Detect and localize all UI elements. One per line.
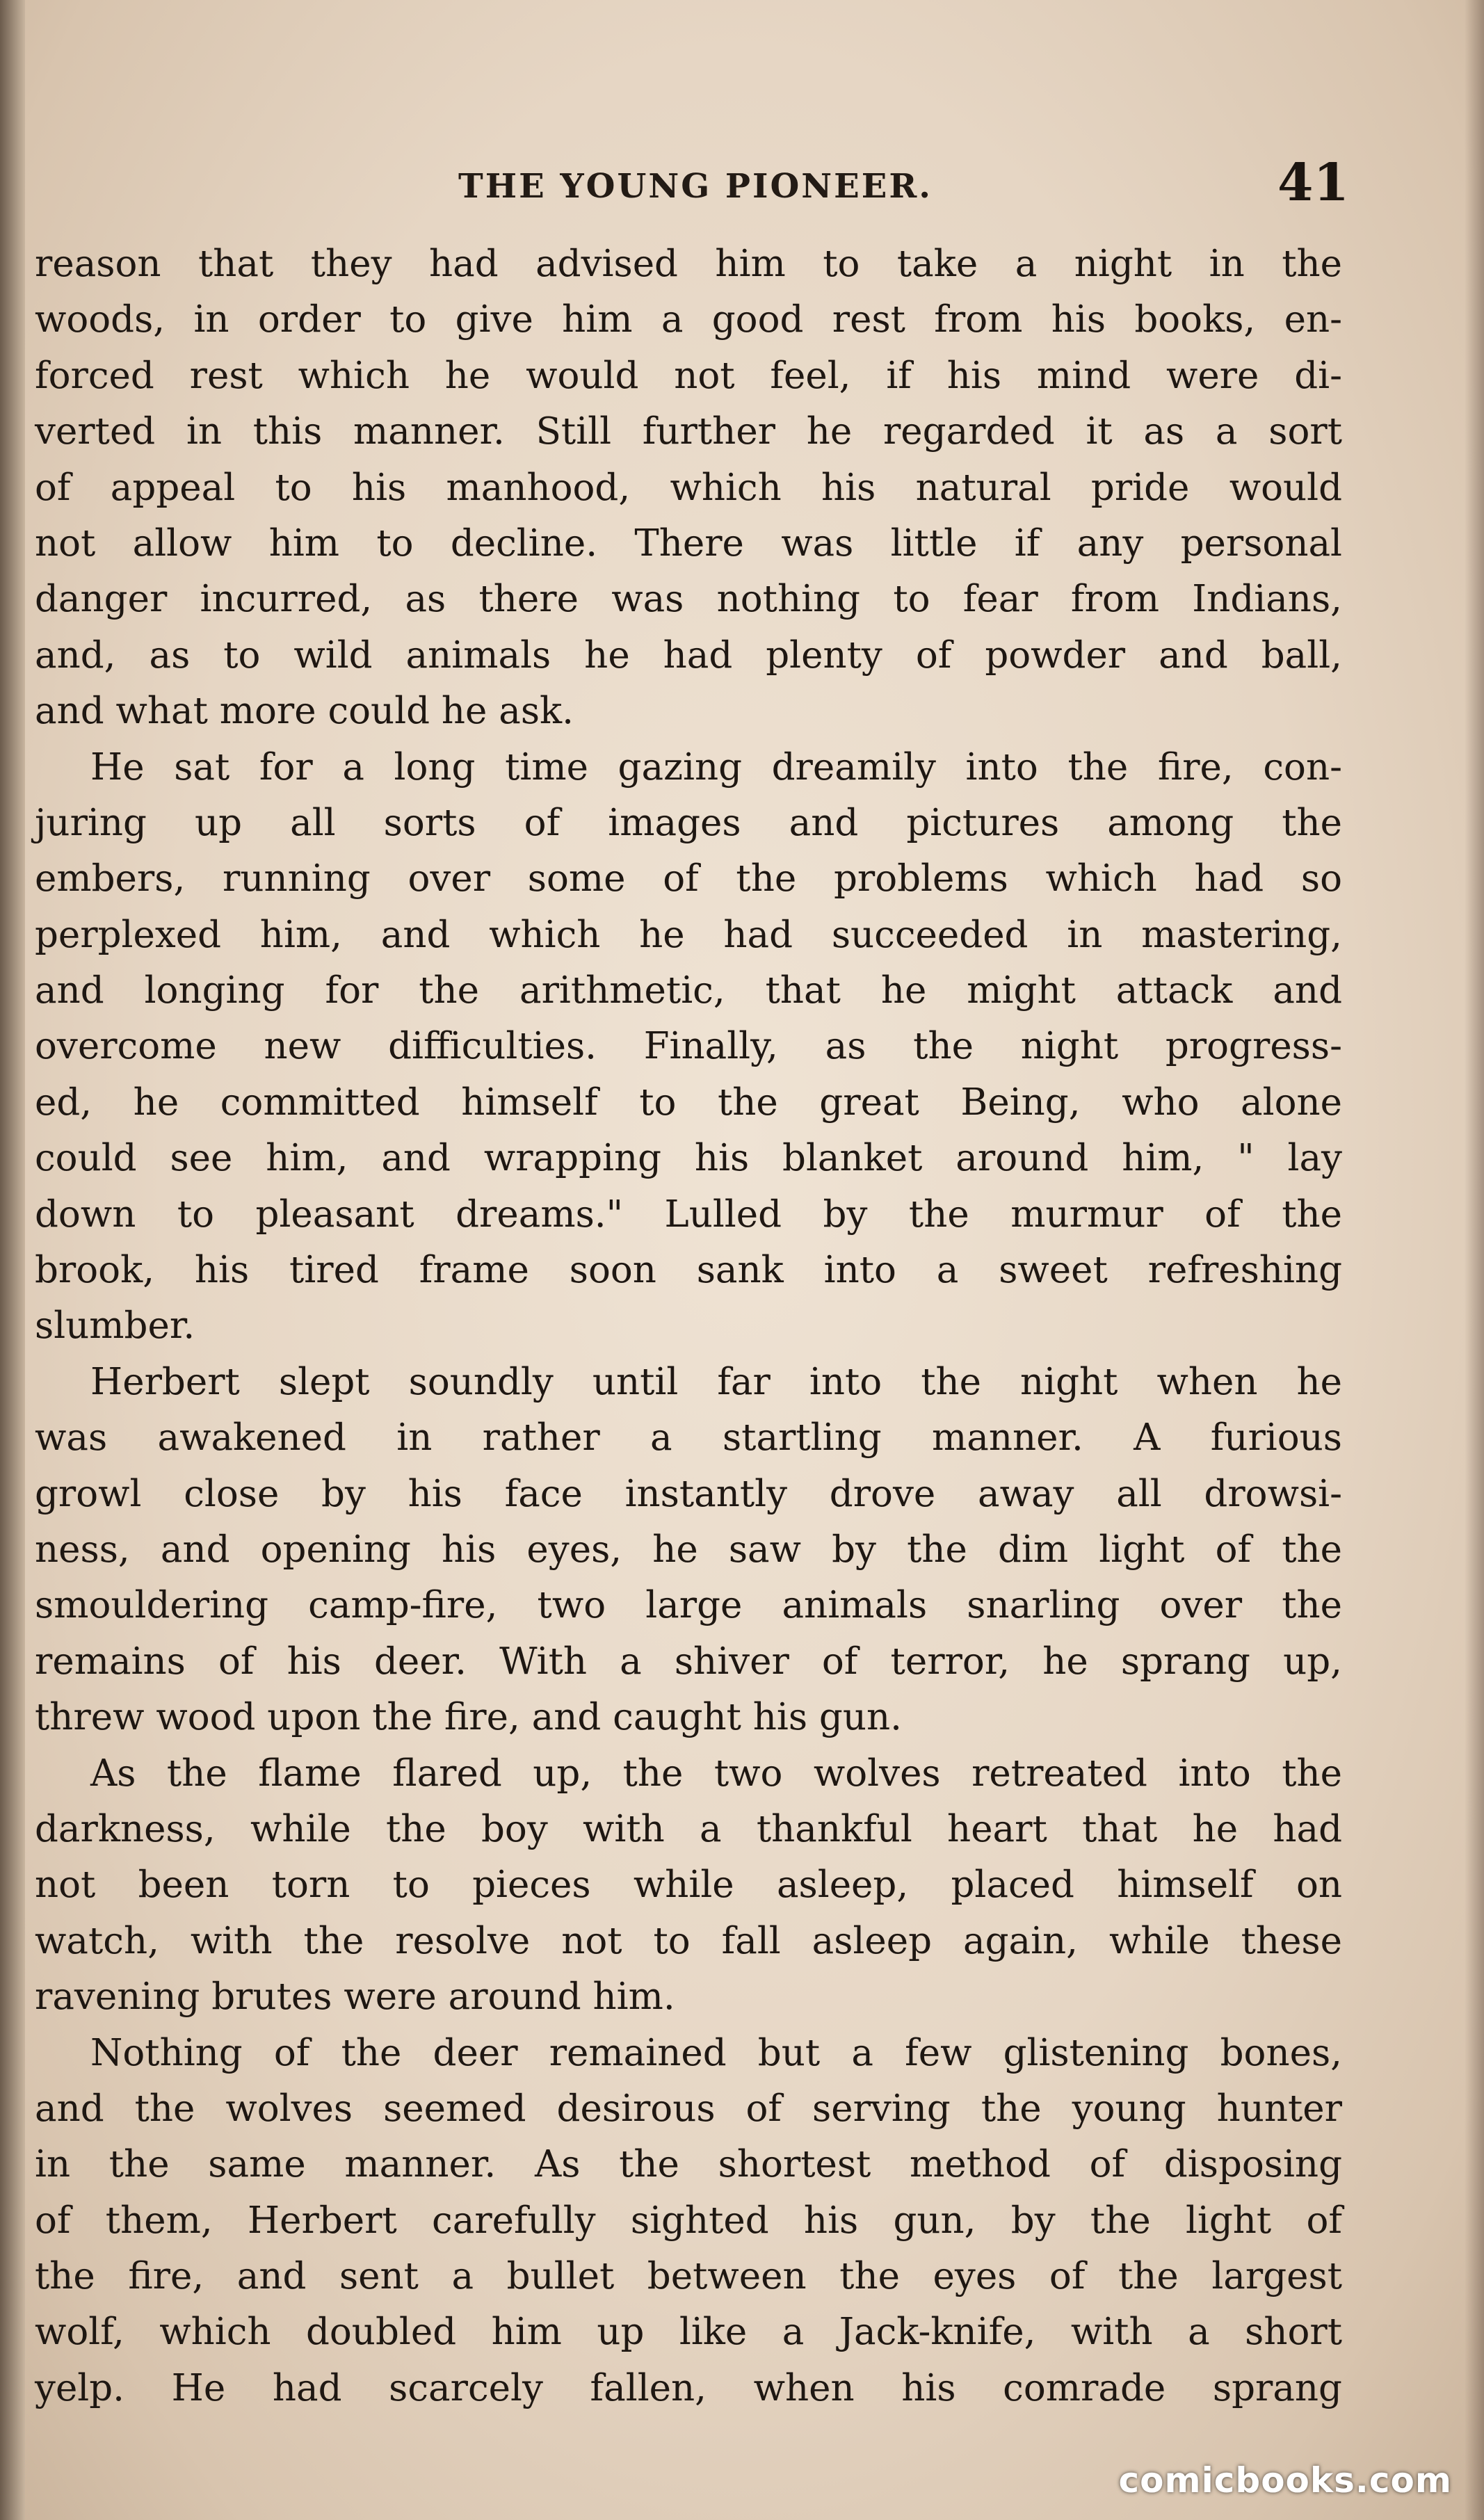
text-line: forced rest which he would not feel, if his mind were di- — [35, 354, 1342, 397]
text-line: darkness, while the boy with a thankful heart that he had — [35, 1807, 1342, 1850]
body-text — [35, 236, 1342, 2416]
text-line: Herbert slept soundly until far into the night when he — [90, 1360, 1342, 1403]
text-line: slumber. — [35, 1305, 195, 1348]
text-line: the fire, and sent a bullet between the eyes of the largest — [35, 2255, 1342, 2298]
text-line: verted in this manner. Still further he regarded it as a sort — [35, 410, 1342, 453]
text-line: not been torn to pieces while asleep, placed himself on — [35, 1864, 1342, 1907]
text-line: reason that they had advised him to take a night in the — [35, 243, 1342, 285]
text-line: ed, he committed himself to the great Being, who alone — [35, 1081, 1342, 1124]
text-line: Nothing of the deer remained but a few glistening bones, — [90, 2031, 1342, 2074]
text-line: overcome new difficulties. Finally, as the night progress- — [35, 1025, 1342, 1068]
page-number: 41 — [1277, 153, 1349, 213]
text-line: watch, with the resolve not to fall asleep again, while these — [35, 1919, 1342, 1962]
text-line: smouldering camp-fire, two large animals snarling over the — [35, 1584, 1342, 1627]
text-line: brook, his tired frame soon sank into a sweet refreshing — [35, 1249, 1342, 1292]
page-header — [42, 153, 1349, 216]
text-line: and the wolves seemed desirous of serving the young hunter — [35, 2087, 1342, 2130]
text-line: threw wood upon the fire, and caught his gun. — [35, 1696, 902, 1739]
text-line: not allow him to decline. There was little if any personal — [35, 522, 1342, 565]
text-line: As the flame flared up, the two wolves retreated into the — [90, 1752, 1342, 1795]
text-line: embers, running over some of the problems which had so — [35, 857, 1342, 900]
text-line: He sat for a long time gazing dreamily into the fire, con- — [90, 745, 1342, 789]
text-line: of appeal to his manhood, which his natural pride would — [35, 466, 1342, 509]
text-line: yelp. He had scarcely fallen, when his comrade sprang — [35, 2366, 1342, 2409]
text-line: juring up all sorts of images and pictures among the — [35, 801, 1342, 844]
text-line: remains of his deer. With a shiver of terror, he sprang up, — [35, 1640, 1342, 1683]
text-line: and longing for the arithmetic, that he might attack and — [35, 969, 1342, 1012]
watermark-logo: comicbooks.com — [1118, 2460, 1452, 2501]
text-line: wolf, which doubled him up like a Jack-knife, with a short — [35, 2311, 1342, 2354]
text-line: and what more could he ask. — [35, 690, 574, 733]
text-line: danger incurred, as there was nothing to fear from Indians, — [35, 578, 1342, 621]
text-line: growl close by his face instantly drove away all drowsi- — [35, 1472, 1342, 1515]
text-line: was awakened in rather a startling manner. A furious — [35, 1416, 1342, 1460]
text-line: could see him, and wrapping his blanket around him, " lay — [35, 1137, 1342, 1180]
text-line: of them, Herbert carefully sighted his gun, by the light of — [35, 2199, 1342, 2242]
page-edge-shadow — [1465, 0, 1484, 2520]
text-line: ravening brutes were around him. — [35, 1976, 675, 2019]
page-gutter-shadow — [0, 0, 25, 2520]
text-line: and, as to wild animals he had plenty of powder and ball, — [35, 633, 1342, 677]
text-line: down to pleasant dreams." Lulled by the murmur of the — [35, 1193, 1342, 1236]
text-line: in the same manner. As the shortest method of disposing — [35, 2143, 1342, 2186]
text-line: woods, in order to give him a good rest from his books, en- — [35, 298, 1342, 341]
text-line: ness, and opening his eyes, he saw by the dim light of the — [35, 1528, 1342, 1571]
running-head: THE YOUNG PIONEER. — [458, 167, 933, 206]
text-line: perplexed him, and which he had succeeded in mastering, — [35, 913, 1342, 956]
